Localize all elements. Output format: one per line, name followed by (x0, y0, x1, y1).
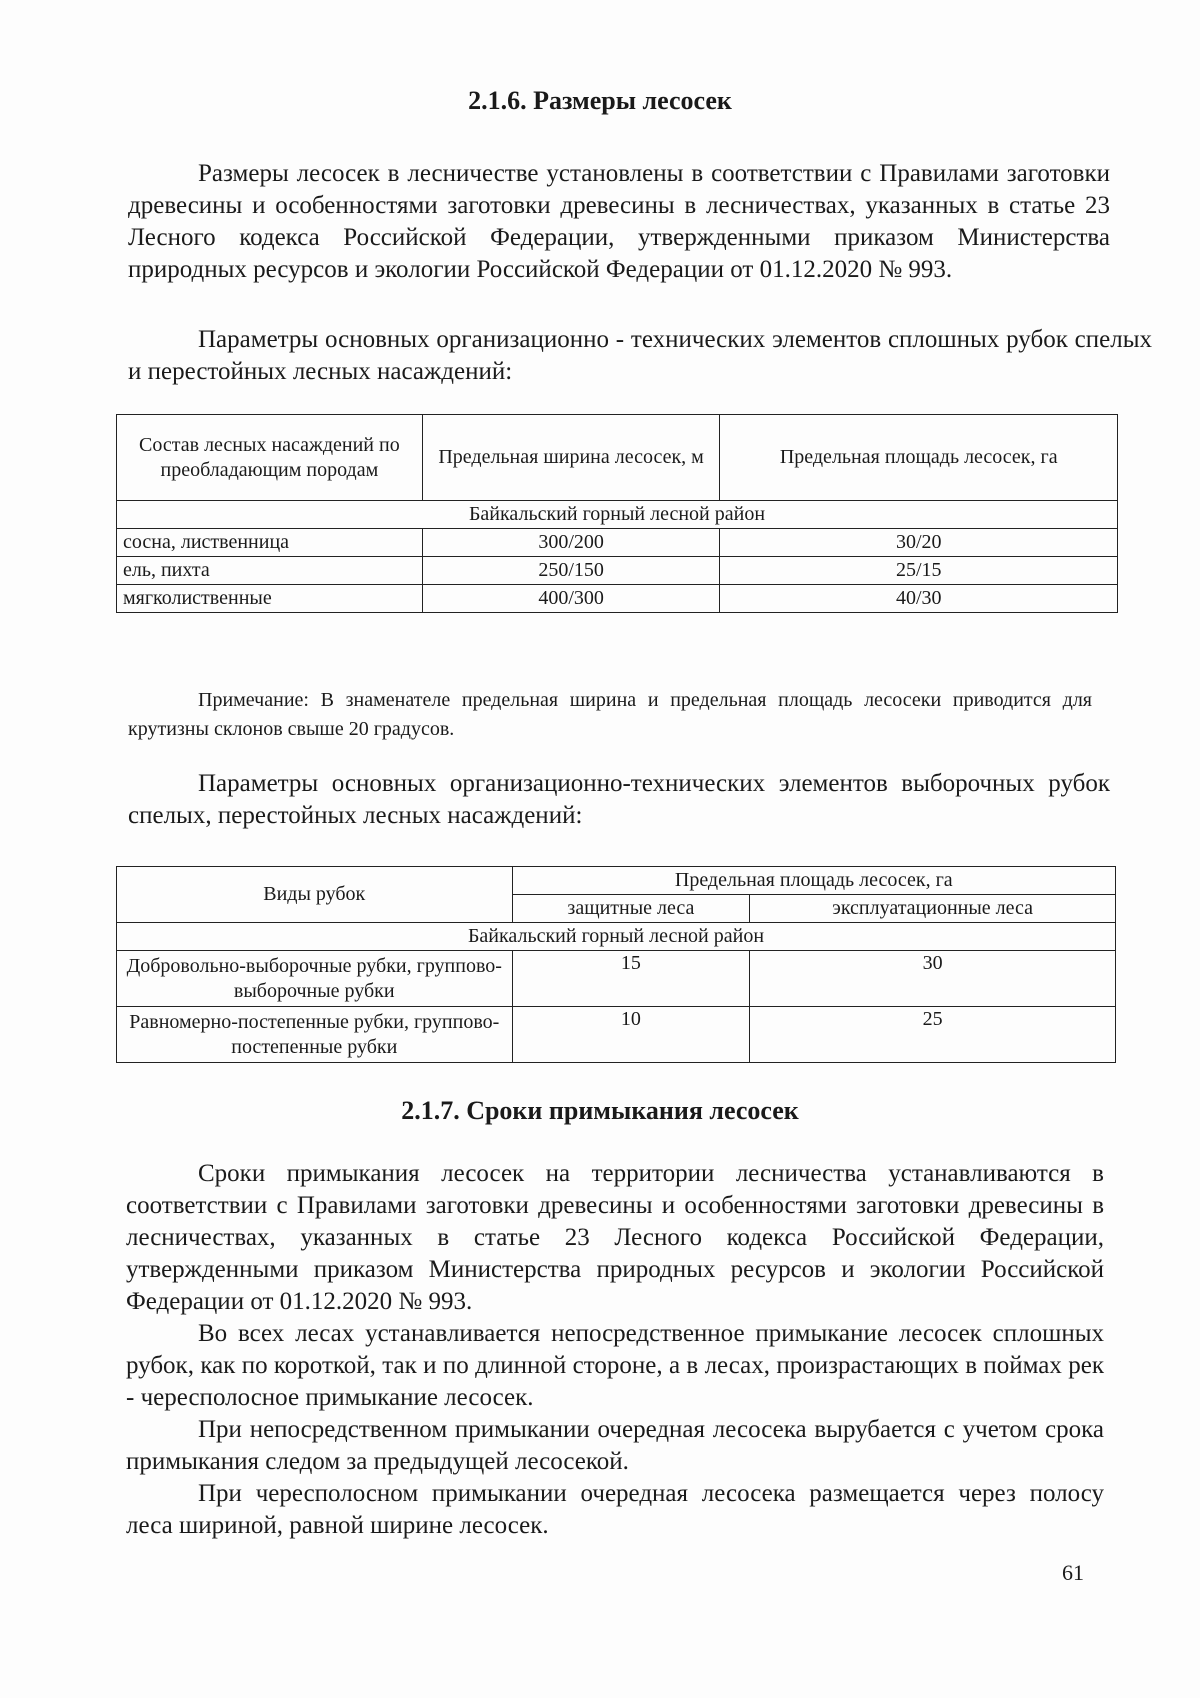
cell-width: 250/150 (422, 557, 720, 585)
cell-species: ель, пихта (117, 557, 423, 585)
table-row (117, 951, 1116, 1007)
section-title-adjacency: 2.1.7. Сроки примыкания лесосек (401, 1096, 799, 1125)
cell-species: сосна, лиственница (117, 529, 423, 557)
subheader-protective: защитные леса (512, 895, 750, 923)
paragraph-selective-params: Параметры основных организационно-технических элементов выборочных рубок спелых, перестойных лесных насаждений: (128, 770, 1110, 829)
header-width: Предельная ширина лесосек, м (422, 415, 720, 501)
table-region-row (117, 501, 1118, 529)
cell-width: 400/300 (422, 585, 720, 613)
cell-area: 25/15 (720, 557, 1118, 585)
cell-area: 30/20 (720, 529, 1118, 557)
table-row (117, 529, 1118, 557)
table-header-row (117, 415, 1118, 501)
page-number: 61 (1062, 1560, 1084, 1585)
cell-production: 30 (750, 951, 1116, 1007)
region-label: Байкальский горный лесной район (117, 501, 1118, 529)
region-label: Байкальский горный лесной район (117, 923, 1116, 951)
table-row (117, 1007, 1116, 1063)
clear-cut-table (116, 414, 1118, 613)
header-area-limit: Предельная площадь лесосек, га (512, 867, 1115, 895)
paragraph-clear-cut-params: Параметры основных организационно - технических элементов сплошных рубок спелых и перестойных лесных насаждений: (128, 326, 1152, 385)
cell-production: 25 (750, 1007, 1116, 1063)
paragraph-adjacency-intro: Сроки примыкания лесосек на территории лесничества устанавливаются в соответствии с Правилами заготовки древесины и особенностями заготовки древесины в лесничествах, указанных в статье 23 Лесного кодекса Российской Федерации, утвержденными приказом Министерства природных ресурсов и экологии Российской Федерации от 01.12.2020 № 993. (126, 1160, 1104, 1315)
cell-cut-type: Добровольно-выборочные рубки, группово-выборочные рубки (117, 951, 513, 1007)
table-row (117, 557, 1118, 585)
table-note: Примечание: В знаменателе предельная ширина и предельная площадь лесосеки приводится для крутизны склонов свыше 20 градусов. (128, 689, 1092, 740)
paragraph-strip-adjacency: При чересполосном примыкании очередная лесосека размещается через полосу леса шириной, равной ширине лесосек. (126, 1480, 1104, 1539)
paragraph-adjacency-forests: Во всех лесах устанавливается непосредственное примыкание лесосек сплошных рубок, как по короткой, так и по длинной стороне, а в лесах, произрастающих в поймах рек - чересполосное примыкание лесосек. (126, 1320, 1104, 1411)
cell-cut-type: Равномерно-постепенные рубки, группово-постепенные рубки (117, 1007, 513, 1063)
paragraph-sizes-intro: Размеры лесосек в лесничестве установлены в соответствии с Правилами заготовки древесины и особенностями заготовки древесины в лесничествах, указанных в статье 23 Лесного кодекса Российской Федерации, утвержденными приказом Министерства природных ресурсов и экологии Российской Федерации от 01.12.2020 № 993. (128, 160, 1110, 283)
paragraph-direct-adjacency: При непосредственном примыкании очередная лесосека вырубается с учетом срока примыкания следом за предыдущей лесосекой. (126, 1416, 1104, 1475)
cell-area: 40/30 (720, 585, 1118, 613)
cell-protective: 10 (512, 1007, 750, 1063)
cell-protective: 15 (512, 951, 750, 1007)
cell-width: 300/200 (422, 529, 720, 557)
section-title-lesosek-sizes: 2.1.6. Размеры лесосек (468, 86, 732, 115)
header-composition: Состав лесных насаждений по преобладающим породам (117, 415, 423, 501)
header-area: Предельная площадь лесосек, га (720, 415, 1118, 501)
header-cut-type: Виды рубок (117, 867, 513, 923)
table-region-row (117, 923, 1116, 951)
selective-cut-table (116, 866, 1116, 1063)
table-row (117, 585, 1118, 613)
subheader-production: эксплуатационные леса (750, 895, 1116, 923)
table-header-row (117, 867, 1116, 895)
cell-species: мягколиственные (117, 585, 423, 613)
